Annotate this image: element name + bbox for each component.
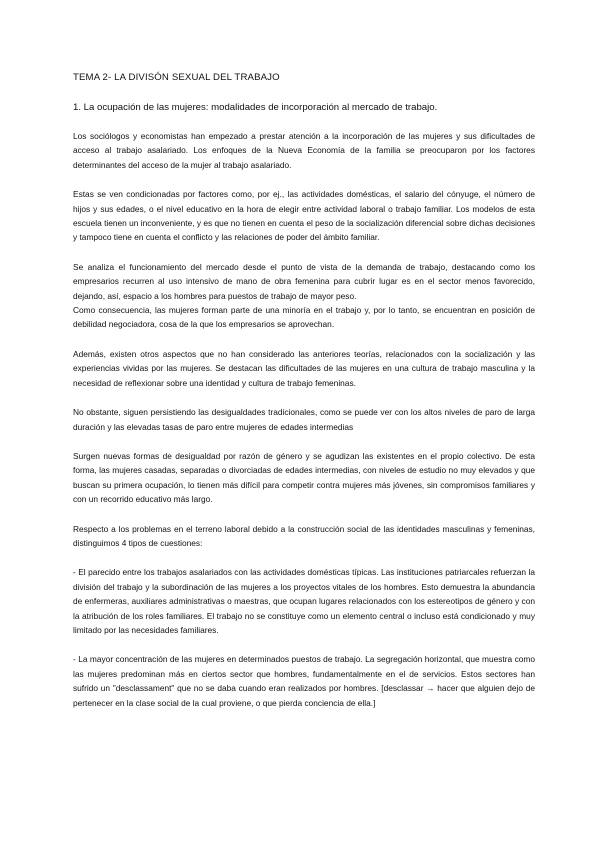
list-item: - El parecido entre los trabajos asalariados con las actividades domésticas típicas. Las instituciones patriarcales refuerzan la división del trabajo y la subordinación de las mujeres a los proyectos vitales de los hombres. Esto demuestra la abundancia de enfermeras, auxiliares administrativas o maestras, que ocupan lugares relacionados con los estereotipos de género y con la atribución de los roles familiares. El trabajo no se constituye como un elemento central o incluso está condicionado y muy limitado por las necesidades familiares. [73,567,535,635]
paragraph: Surgen nuevas formas de desigualdad por razón de género y se agudizan las existentes en el propio colectivo. De esta forma, las mujeres casadas, separadas o divorciadas de edades intermedias, con niveles de estudio no muy elevados y que buscan su primera ocupación, lo tienen más difícil para competir contra mujeres más jóvenes, sin compromisos familiares y con un recorrido educativo más largo. [73,450,535,505]
document-title: TEMA 2- LA DIVISÓN SEXUAL DEL TRABAJO [73,72,280,83]
paragraph: No obstante, siguen persistiendo las desigualdades tradicionales, como se puede ver con los altos niveles de paro de larga duración y las elevadas tasas de paro entre mujeres de edades intermedias [73,407,535,432]
paragraph: Respecto a los problemas en el terreno laboral debido a la construcción social de las identidades masculinas y femeninas, distinguimos 4 tipos de cuestiones: [73,523,535,548]
paragraph: Los sociólogos y economistas han empezado a prestar atención a la incorporación de las mujeres y sus dificultades de acceso al trabajo asalariado. Los enfoques de la Nueva Economía de la familia se preocuparon por los factores determinantes del acceso de la mujer al trabajo asalariado. [73,131,535,170]
paragraph: Se analiza el funcionamiento del mercado desde el punto de vista de la demanda de trabajo, destacando como los empresarios recurren al uso intensivo de mano de obra femenina para cubrir lugar es en el sector menos favorecido, dejando, así, espacio a los hombres para puestos de trabajo de mayor peso. [73,261,535,301]
paragraph: Además, existen otros aspectos que no han considerado las anteriores teorías, relacionados con la socialización y las experiencias vividas por las mujeres. Se destacan las dificultades de las mujeres en una cultura de trabajo masculina y la necesidad de reflexionar sobre una identidad y cultura de trabajo femeninas. [73,348,535,388]
paragraph: Como consecuencia, las mujeres forman parte de una minoría en el trabajo y, por lo tanto, se encuentran en posición de debilidad negociadora, cosa de la que los empresarios se aprovechan. [73,305,535,330]
section-heading: 1. La ocupación de las mujeres: modalidades de incorporación al mercado de trabajo. [73,102,438,113]
list-item: - La mayor concentración de las mujeres en determinados puestos de trabajo. La segregación horizontal, que muestra como las mujeres predominan más en ciertos sector que hombres, fundamentalmente en el de servicios. Estos sectores han sufrido un "desclassament" que no se daba cuando eran realizados por hombres. [desclassar → hacer que alguien dejo de pertenecer en la clase social de la cual proviene, o que pierda conciencia de ella.] [73,654,535,708]
paragraph: Estas se ven condicionadas por factores como, por ej., las actividades domésticas, el salario del cónyuge, el número de hijos y sus edades, o el nivel educativo en la hora de elegir entre actividad laboral o trabajo familiar. Los modelos de esta escuela tienen un inconveniente, y es que no tienen en cuenta el peso de la socialización diferencial sobre dichas decisiones y tampoco tiene en cuenta el conflicto y las relaciones de poder del ámbito familiar. [73,189,535,243]
